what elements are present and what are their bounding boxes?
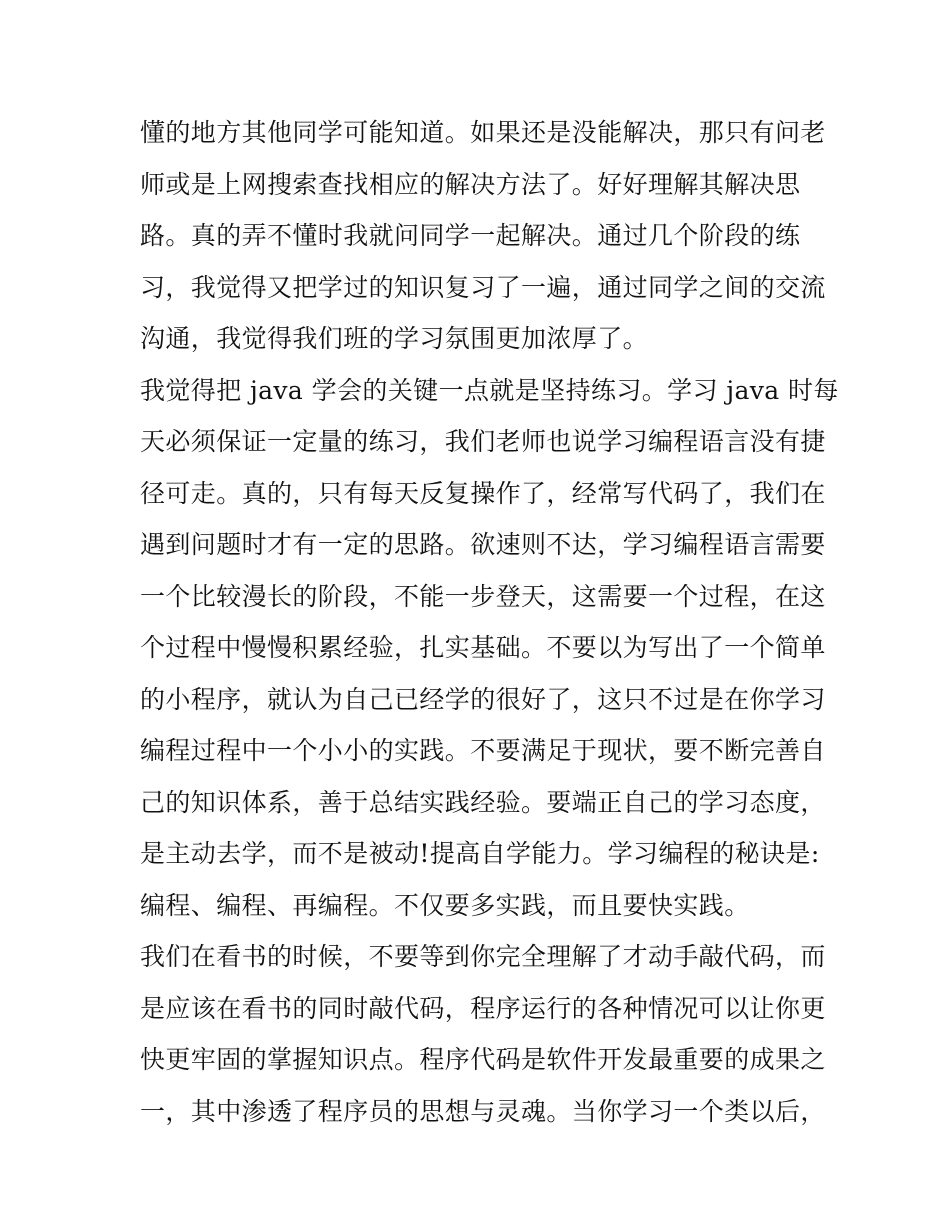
text-line: 师或是上网搜索查找相应的解决方法了。好好理解其解决思	[140, 169, 801, 199]
text-line: 沟通，我觉得我们班的学习氛围更加浓厚了。	[140, 324, 649, 353]
text-line: 是主动去学，而不是被动!提高自学能力。学习编程的秘诀是:	[140, 839, 820, 868]
text-line: 我觉得把 java 学会的关键一点就是坚持练习。学习 java 时每	[140, 375, 839, 405]
text-line: 一个比较漫长的阶段，不能一步登天，这需要一个过程，在这	[140, 581, 826, 611]
text-line: 我们在看书的时候，不要等到你完全理解了才动手敲代码，而	[140, 942, 826, 971]
text-line: 习，我觉得又把学过的知识复习了一遍，通过同学之间的交流	[140, 272, 826, 302]
text-line: 一，其中渗透了程序员的思想与灵魂。当你学习一个类以后，	[140, 1096, 826, 1126]
document-body	[140, 107, 839, 1137]
text-line: 的小程序，就认为自己已经学的很好了，这只不过是在你学习	[140, 684, 826, 714]
text-line: 编程、编程、再编程。不仅要多实践，而且要快实践。	[140, 890, 750, 920]
text-line: 路。真的弄不懂时我就问同学一起解决。通过几个阶段的练	[140, 221, 801, 250]
text-line: 个过程中慢慢积累经验，扎实基础。不要以为写出了一个简单	[140, 633, 826, 662]
text-line: 天必须保证一定量的练习，我们老师也说学习编程语言没有捷	[140, 427, 826, 456]
text-line: 径可走。真的，只有每天反复操作了，经常写代码了，我们在	[140, 478, 826, 508]
text-line: 懂的地方其他同学可能知道。如果还是没能解决，那只有问老	[140, 118, 826, 147]
text-line: 是应该在看书的同时敲代码，程序运行的各种情况可以让你更	[140, 993, 826, 1023]
text-line: 遇到问题时才有一定的思路。欲速则不达，学习编程语言需要	[140, 530, 826, 559]
text-line: 己的知识体系，善于总结实践经验。要端正自己的学习态度，	[140, 787, 826, 817]
text-line: 快更牢固的掌握知识点。程序代码是软件开发最重要的成果之	[140, 1045, 826, 1074]
text-line: 编程过程中一个小小的实践。不要满足于现状，要不断完善自	[140, 736, 826, 765]
